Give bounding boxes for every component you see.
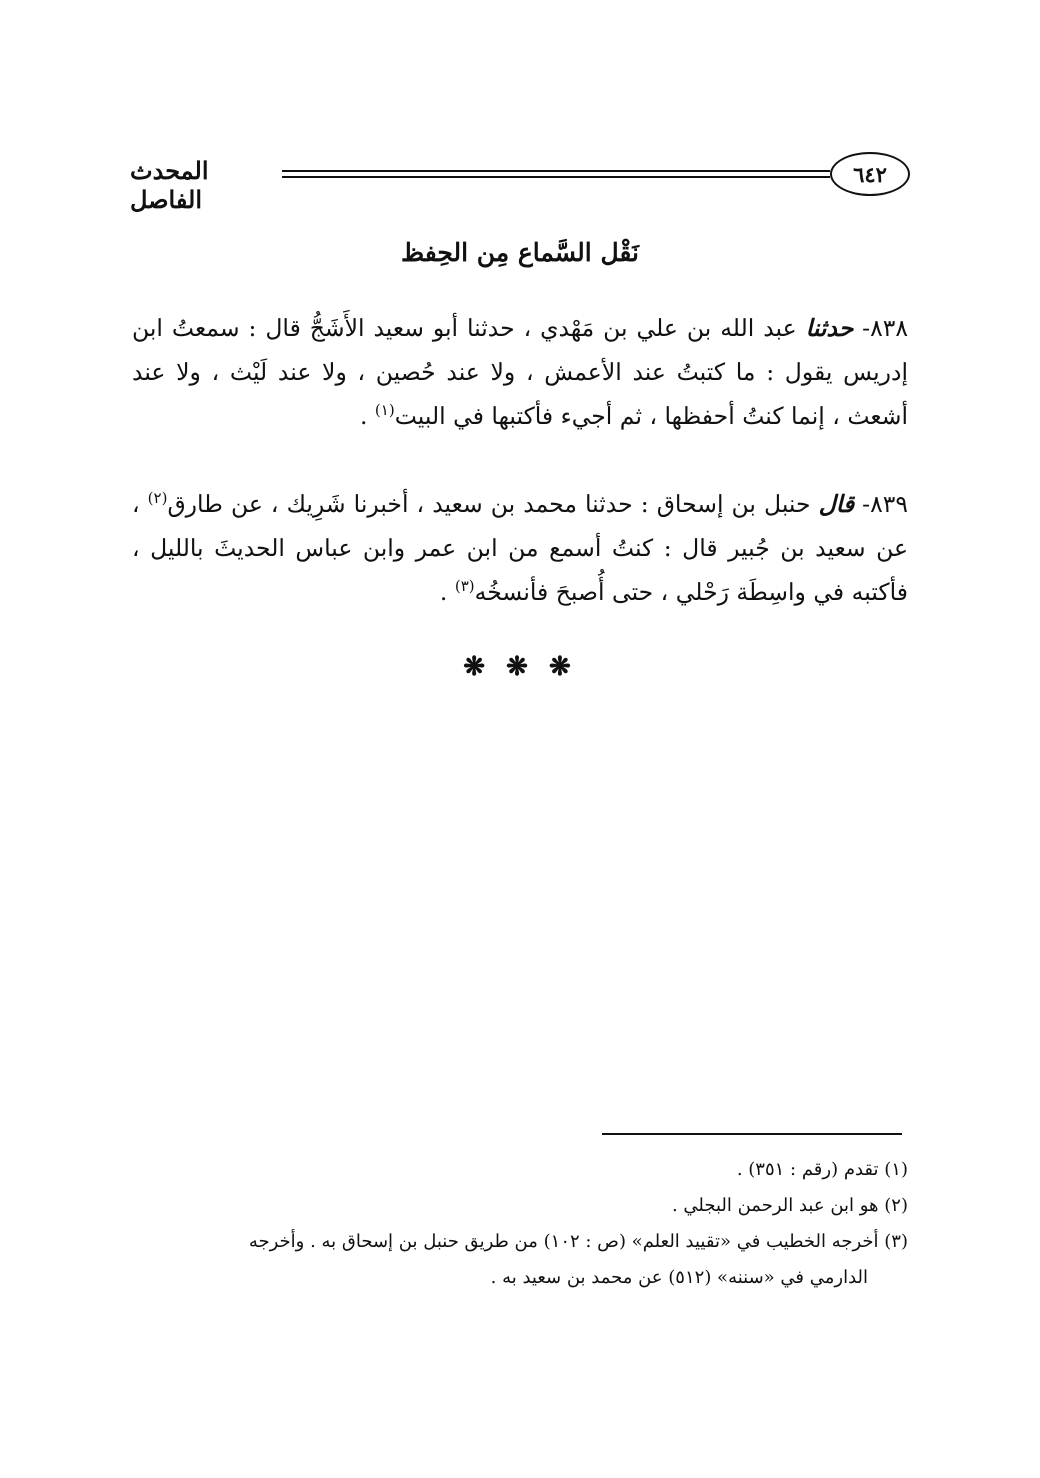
section-separator: ❋ ❋ ❋ bbox=[463, 652, 577, 682]
narration-verb: حدثنا bbox=[805, 314, 854, 342]
footnote-2: (٢) هو ابن عبد الرحمن البجلي . bbox=[671, 1195, 908, 1216]
running-title: المحدث الفاصل bbox=[130, 156, 209, 214]
header-rule-bottom bbox=[282, 176, 830, 178]
footnote-ref-1: (١) bbox=[374, 401, 395, 420]
header-rule-top bbox=[282, 170, 830, 172]
hadith-number: ٨٣٨- bbox=[853, 314, 908, 342]
hadith-text-cont: ، عن سعيد بن جُبير قال : كنتُ أسمع من ابن عمر وابن عباس الحديثَ بالليل ، فأكتبه في واسِطَة رَحْلي ، حتى أُصبحَ فأنسخُه bbox=[132, 490, 908, 606]
footnote-3: (٣) أخرجه الخطيب في «تقييد العلم» (ص : ١٠٢) من طريق حنبل بن إسحاق به . وأخرجه bbox=[248, 1231, 908, 1252]
footnote-1: (١) تقدم (رقم : ٣٥١) . bbox=[736, 1159, 908, 1180]
footnote-ref-3: (٣) bbox=[454, 577, 475, 596]
hadith-end: . bbox=[359, 402, 375, 430]
hadith-end: . bbox=[439, 578, 455, 606]
page-number-text: ٦٤٢ bbox=[853, 161, 887, 187]
page-number bbox=[830, 152, 910, 196]
hadith-paragraph-839 bbox=[132, 482, 908, 614]
footnote-ref-2: (٢) bbox=[147, 489, 168, 508]
page-header bbox=[130, 152, 910, 214]
footnote-3-continuation: الدارمي في «سننه» (٥١٢) عن محمد بن سعيد به . bbox=[490, 1267, 868, 1288]
hadith-paragraph-838 bbox=[132, 306, 908, 438]
section-title: نَقْل السَّماع مِن الحِفظ bbox=[400, 238, 639, 267]
narration-verb: قال bbox=[818, 490, 855, 518]
hadith-text: حنبل بن إسحاق : حدثنا محمد بن سعيد ، أخبرنا شَرِيك ، عن طارق bbox=[167, 490, 819, 518]
hadith-number: ٨٣٩- bbox=[854, 490, 908, 518]
footnote-divider bbox=[602, 1133, 902, 1135]
footnotes bbox=[132, 1152, 908, 1296]
hadith-text: عبد الله بن علي بن مَهْدي ، حدثنا أبو سعيد الأَشَجُّ قال : سمعتُ ابن إدريس يقول : ما كتبتُ عند الأعمش ، ولا عند حُصين ، ولا عند لَيْث ، ولا عند أشعث ، إنما كنتُ أحفظها ، ثم أجيء فأكتبها في البيت bbox=[132, 314, 908, 430]
